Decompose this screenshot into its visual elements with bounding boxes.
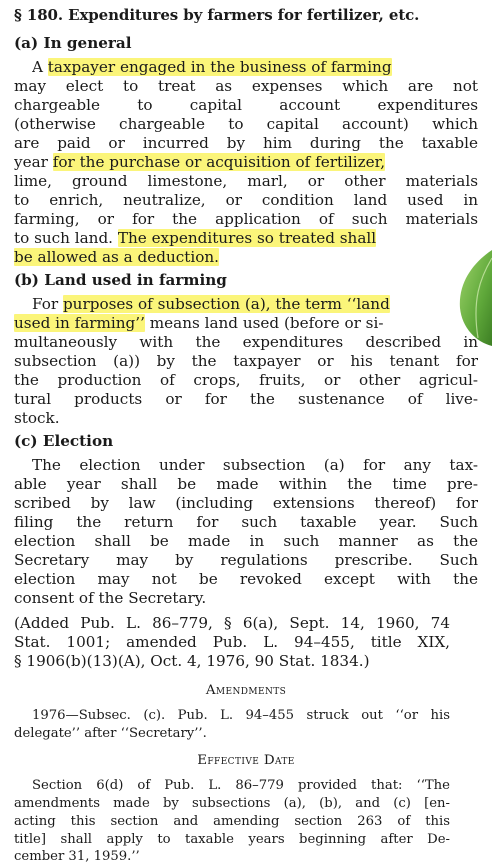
leaf-icon xyxy=(452,248,492,348)
subsection-b-line-5: the production of crops, fruits, or other agricul- xyxy=(14,371,478,389)
subsection-b-line-3: multaneously with the expenditures described in xyxy=(14,333,478,351)
effective-date-line-5: cember 31, 1959.’’ xyxy=(14,849,140,864)
subsection-b-heading: (b) Land used in farming xyxy=(14,271,227,289)
highlight: taxpayer engaged in the business of farming xyxy=(47,58,392,76)
subsection-a-heading: (a) In general xyxy=(14,34,132,52)
subsection-a-line-7: lime, ground limestone, marl, or other materials xyxy=(14,172,478,190)
effective-date-line-3: acting this section and amending section 263 of this xyxy=(14,814,450,829)
subsection-b-line-1: For purposes of subsection (a), the term ‘‘land xyxy=(32,295,390,313)
highlight: for the purchase or acquisition of fertilizer, xyxy=(52,153,386,171)
amendments-heading: Amendments xyxy=(205,683,287,698)
effective-date-heading: Effective Date xyxy=(197,753,295,768)
source-note-line-3: § 1906(b)(13)(A), Oct. 4, 1976, 90 Stat. 1834.) xyxy=(14,652,370,670)
subsection-b-line-2: used in farming’’ means land used (before or si- xyxy=(14,314,384,332)
highlight: purposes of subsection (a), the term ‘‘land xyxy=(62,295,390,313)
amendments-line-1: 1976—Subsec. (c). Pub. L. 94–455 struck out ‘‘or his xyxy=(32,708,450,723)
subsection-a-line-11 xyxy=(14,248,478,266)
highlight: used in farming’’ xyxy=(14,314,145,332)
effective-date-line-4: title] shall apply to taxable years beginning after De- xyxy=(14,832,450,847)
subsection-a-line-5: are paid or incurred by him during the taxable xyxy=(14,134,478,152)
subsection-a-line-1: A taxpayer engaged in the business of farming xyxy=(32,58,392,76)
subsection-a-line-3: chargeable to capital account expenditures xyxy=(14,96,478,114)
source-note-line-1: (Added Pub. L. 86–779, § 6(a), Sept. 14, 1960, 74 xyxy=(14,614,450,632)
effective-date-line-2: amendments made by subsections (a), (b), and (c) [en- xyxy=(14,796,450,811)
section-title: § 180. Expenditures by farmers for fertilizer, etc. xyxy=(14,6,420,24)
source-note-line-2: Stat. 1001; amended Pub. L. 94–455, title XIX, xyxy=(14,633,450,651)
subsection-a-line-2: may elect to treat as expenses which are not xyxy=(14,77,478,95)
subsection-c-line-3: scribed by law (including extensions thereof) for xyxy=(14,494,478,512)
subsection-c-line-8: consent of the Secretary. xyxy=(14,589,207,607)
subsection-c-line-6: Secretary may by regulations prescribe. Such xyxy=(14,551,478,569)
subsection-a-line-4: (otherwise chargeable to capital account) which xyxy=(14,115,478,133)
subsection-b-line-4: subsection (a)) by the taxpayer or his tenant for xyxy=(14,352,478,370)
subsection-a-line-9: farming, or for the application of such materials xyxy=(14,210,478,228)
subsection-c-line-2: able year shall be made within the time pre- xyxy=(14,475,478,493)
subsection-c-line-1: The election under subsection (a) for any tax- xyxy=(32,456,478,474)
subsection-a-line-8: to enrich, neutralize, or condition land used in xyxy=(14,191,478,209)
subsection-b-line-7: stock. xyxy=(14,409,60,427)
highlight: The expenditures so treated shall xyxy=(117,229,377,247)
subsection-c-line-4: filing the return for such taxable year. Such xyxy=(14,513,478,531)
subsection-c-line-7: election may not be revoked except with the xyxy=(14,570,478,588)
subsection-c-heading: (c) Election xyxy=(14,432,114,450)
highlight: be allowed as a deduction. xyxy=(14,248,219,266)
subsection-b-line-6: tural products or for the sustenance of live- xyxy=(14,390,478,408)
subsection-c-line-5: election shall be made in such manner as the xyxy=(14,532,478,550)
subsection-a-line-10: to such land. The expenditures so treated shall xyxy=(14,229,377,247)
amendments-line-2: delegate’’ after ‘‘Secretary’’. xyxy=(14,726,207,741)
effective-date-line-1: Section 6(d) of Pub. L. 86–779 provided that: ‘‘The xyxy=(32,778,450,793)
subsection-a-line-6: year for the purchase or acquisition of fertilizer, xyxy=(14,153,386,171)
